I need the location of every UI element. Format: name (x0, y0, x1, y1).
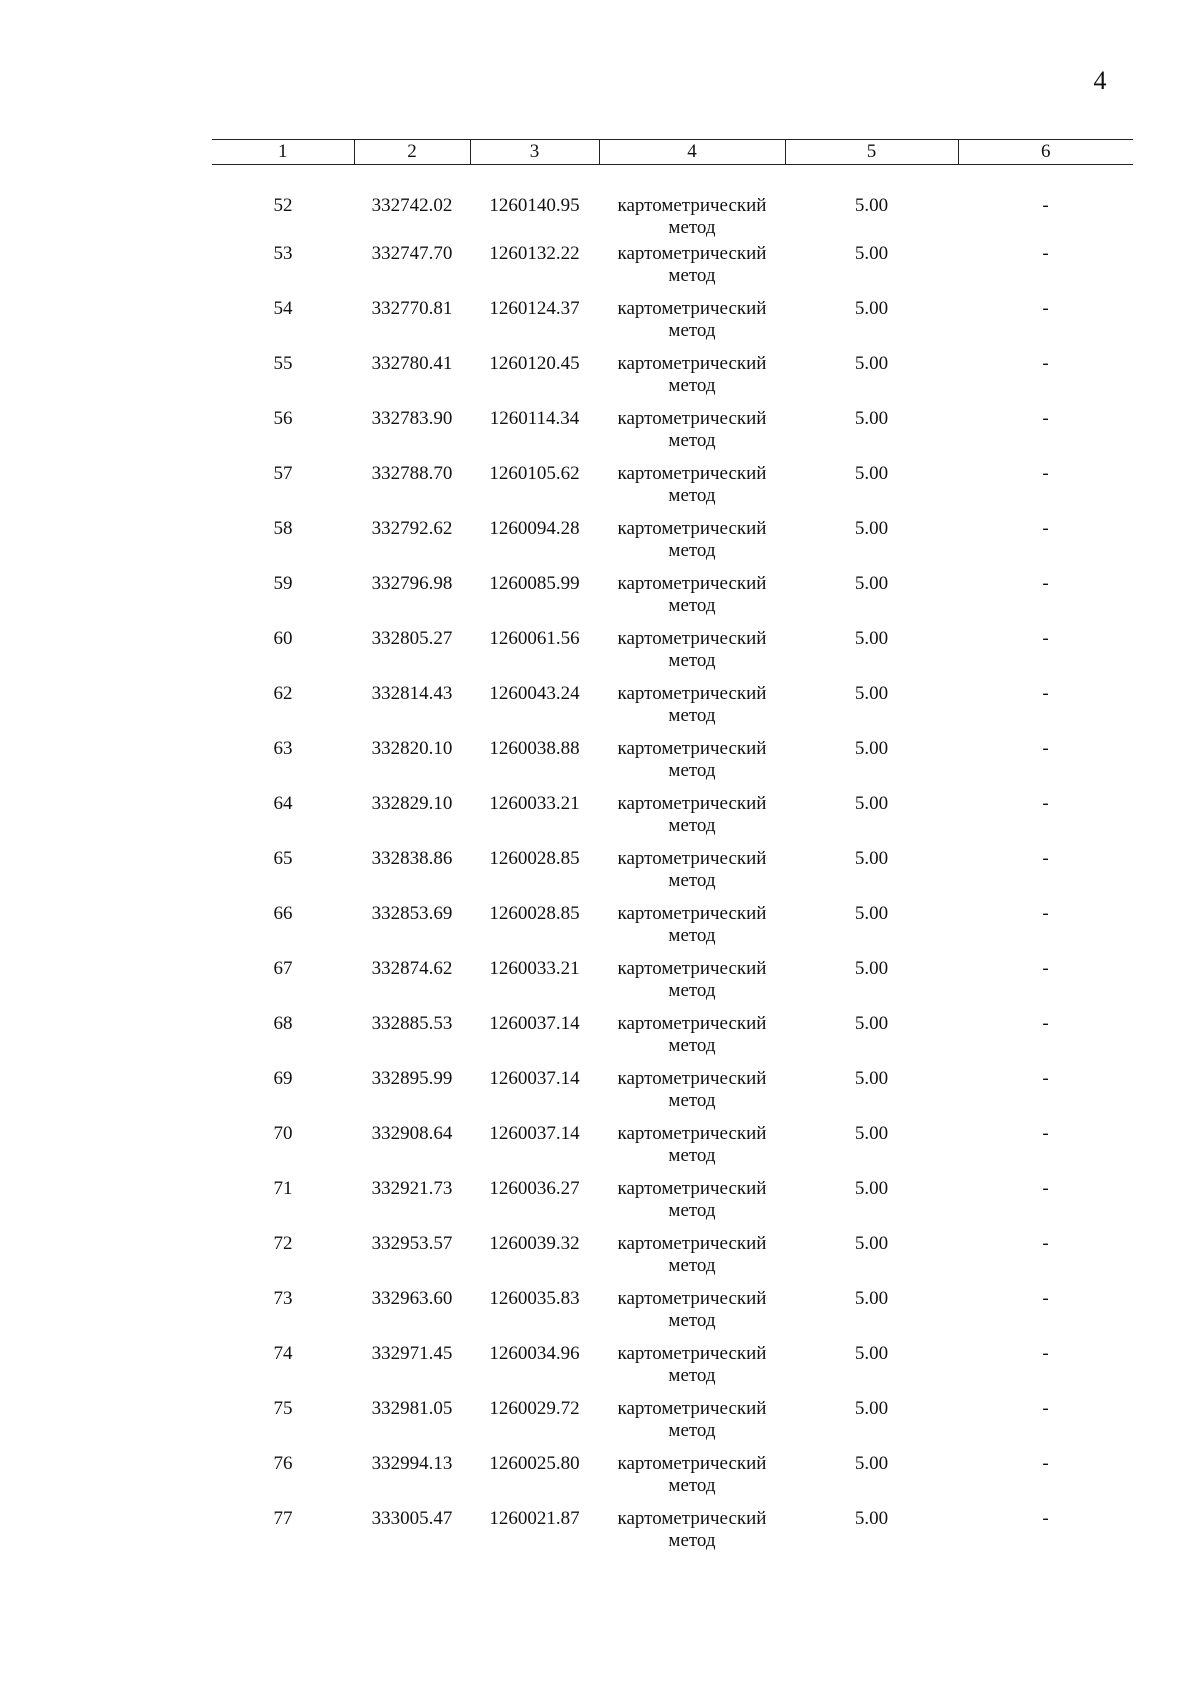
note-cell: - (1042, 957, 1049, 979)
note-cell: - (1042, 195, 1049, 216)
accuracy-cell: 5.00 (854, 737, 889, 759)
method-cell (599, 1288, 785, 1343)
method-cell (599, 353, 785, 408)
note-cell: - (1042, 1177, 1049, 1199)
method-cell (599, 1068, 785, 1123)
column-header-3: 3 (470, 140, 599, 165)
table-row (212, 628, 1133, 683)
method-cell (599, 903, 785, 958)
coordinates-table (212, 139, 1133, 1563)
note-cell: - (1042, 297, 1049, 319)
accuracy-cell: 5.00 (854, 572, 889, 594)
method-line-2: метод (668, 1309, 716, 1331)
table-row (212, 353, 1133, 408)
point-number-cell: 69 (273, 1067, 293, 1089)
column-header-4: 4 (599, 140, 785, 165)
method-line-1: картометрический (617, 1012, 767, 1034)
point-number-cell: 64 (273, 792, 293, 814)
method-line-2: метод (668, 649, 716, 671)
page-number: 4 (1093, 66, 1107, 95)
y-coordinate-cell: 1260037.14 (489, 1122, 580, 1144)
method-line-2: метод (668, 979, 716, 1001)
accuracy-cell: 5.00 (854, 1452, 889, 1474)
method-line-2: метод (668, 704, 716, 726)
method-line-1: картометрический (617, 792, 767, 814)
method-line-1: картометрический (617, 195, 767, 216)
method-line-1: картометрический (617, 682, 767, 704)
y-coordinate-cell: 1260034.96 (489, 1342, 580, 1364)
table-row (212, 1068, 1133, 1123)
y-coordinate-cell: 1260028.85 (489, 902, 580, 924)
point-number-cell: 73 (273, 1287, 293, 1309)
method-line-2: метод (668, 374, 716, 396)
table-row (212, 1233, 1133, 1288)
method-cell (599, 165, 785, 243)
column-header-1: 1 (212, 140, 354, 165)
note-cell: - (1042, 627, 1049, 649)
point-number-cell: 55 (273, 352, 293, 374)
method-line-2: метод (668, 1419, 716, 1441)
accuracy-cell: 5.00 (854, 1012, 889, 1034)
method-line-2: метод (668, 1529, 716, 1551)
method-cell (599, 1453, 785, 1508)
table-row (212, 463, 1133, 518)
table-row (212, 243, 1133, 298)
method-line-1: картометрический (617, 737, 767, 759)
x-coordinate-cell: 332874.62 (371, 957, 453, 979)
y-coordinate-cell: 1260033.21 (489, 957, 580, 979)
method-cell (599, 1508, 785, 1563)
x-coordinate-cell: 332921.73 (371, 1177, 453, 1199)
method-line-2: метод (668, 1474, 716, 1496)
method-line-2: метод (668, 1254, 716, 1276)
method-line-2: метод (668, 759, 716, 781)
point-number-cell: 71 (273, 1177, 293, 1199)
x-coordinate-cell: 332747.70 (371, 242, 453, 264)
point-number-cell: 57 (273, 462, 293, 484)
note-cell: - (1042, 572, 1049, 594)
table-row (212, 1508, 1133, 1563)
y-coordinate-cell: 1260061.56 (489, 627, 580, 649)
method-cell (599, 298, 785, 353)
y-coordinate-cell: 1260120.45 (489, 352, 580, 374)
coordinates-table-container (212, 139, 1133, 1563)
method-line-1: картометрический (617, 462, 767, 484)
y-coordinate-cell: 1260035.83 (489, 1287, 580, 1309)
column-header-6: 6 (958, 140, 1133, 165)
method-line-1: картометрический (617, 1177, 767, 1199)
method-line-2: метод (668, 924, 716, 946)
method-cell (599, 1013, 785, 1068)
x-coordinate-cell: 332963.60 (371, 1287, 453, 1309)
accuracy-cell: 5.00 (854, 1287, 889, 1309)
method-line-1: картометрический (617, 847, 767, 869)
method-line-1: картометрический (617, 517, 767, 539)
method-line-2: метод (668, 1034, 716, 1056)
note-cell: - (1042, 462, 1049, 484)
y-coordinate-cell: 1260037.14 (489, 1067, 580, 1089)
accuracy-cell: 5.00 (854, 517, 889, 539)
y-coordinate-cell: 1260094.28 (489, 517, 580, 539)
method-cell (599, 518, 785, 573)
y-coordinate-cell: 1260039.32 (489, 1232, 580, 1254)
method-cell (599, 738, 785, 793)
point-number-cell: 72 (273, 1232, 293, 1254)
x-coordinate-cell: 332783.90 (371, 407, 453, 429)
method-cell (599, 958, 785, 1013)
x-coordinate-cell: 332742.02 (371, 195, 453, 216)
method-line-2: метод (668, 319, 716, 341)
method-cell (599, 408, 785, 463)
accuracy-cell: 5.00 (854, 352, 889, 374)
column-header-5: 5 (785, 140, 958, 165)
method-line-1: картометрический (617, 1342, 767, 1364)
method-cell (599, 463, 785, 518)
accuracy-cell: 5.00 (854, 1507, 889, 1529)
y-coordinate-cell: 1260029.72 (489, 1397, 580, 1419)
y-coordinate-cell: 1260105.62 (489, 462, 580, 484)
method-cell (599, 1233, 785, 1288)
x-coordinate-cell: 332820.10 (371, 737, 453, 759)
x-coordinate-cell: 332981.05 (371, 1397, 453, 1419)
point-number-cell: 68 (273, 1012, 293, 1034)
accuracy-cell: 5.00 (854, 407, 889, 429)
point-number-cell: 75 (273, 1397, 293, 1419)
x-coordinate-cell: 332814.43 (371, 682, 453, 704)
method-line-1: картометрический (617, 242, 767, 264)
accuracy-cell: 5.00 (854, 1232, 889, 1254)
table-row (212, 1013, 1133, 1068)
y-coordinate-cell: 1260124.37 (489, 297, 580, 319)
method-line-1: картометрический (617, 1507, 767, 1529)
point-number-cell: 66 (273, 902, 293, 924)
accuracy-cell: 5.00 (854, 195, 889, 216)
point-number-cell: 59 (273, 572, 293, 594)
method-line-2: метод (668, 1089, 716, 1111)
accuracy-cell: 5.00 (854, 957, 889, 979)
method-cell (599, 1178, 785, 1233)
table-row (212, 518, 1133, 573)
x-coordinate-cell: 332838.86 (371, 847, 453, 869)
point-number-cell: 63 (273, 737, 293, 759)
point-number-cell: 54 (273, 297, 293, 319)
table-row (212, 958, 1133, 1013)
note-cell: - (1042, 1397, 1049, 1419)
method-cell (599, 848, 785, 903)
table-row (212, 848, 1133, 903)
accuracy-cell: 5.00 (854, 627, 889, 649)
table-row (212, 408, 1133, 463)
method-line-1: картометрический (617, 1452, 767, 1474)
point-number-cell: 52 (273, 195, 293, 216)
y-coordinate-cell: 1260036.27 (489, 1177, 580, 1199)
x-coordinate-cell: 332971.45 (371, 1342, 453, 1364)
x-coordinate-cell: 332994.13 (371, 1452, 453, 1474)
method-cell (599, 1123, 785, 1178)
x-coordinate-cell: 332780.41 (371, 352, 453, 374)
note-cell: - (1042, 847, 1049, 869)
note-cell: - (1042, 1067, 1049, 1089)
x-coordinate-cell: 332788.70 (371, 462, 453, 484)
method-cell (599, 1343, 785, 1398)
accuracy-cell: 5.00 (854, 902, 889, 924)
table-row (212, 1453, 1133, 1508)
table-row (212, 1178, 1133, 1233)
method-line-1: картометрический (617, 297, 767, 319)
method-line-2: метод (668, 594, 716, 616)
y-coordinate-cell: 1260043.24 (489, 682, 580, 704)
y-coordinate-cell: 1260038.88 (489, 737, 580, 759)
table-row (212, 1343, 1133, 1398)
y-coordinate-cell: 1260114.34 (489, 407, 580, 429)
accuracy-cell: 5.00 (854, 682, 889, 704)
method-line-1: картометрический (617, 352, 767, 374)
x-coordinate-cell: 333005.47 (371, 1507, 453, 1529)
note-cell: - (1042, 352, 1049, 374)
note-cell: - (1042, 407, 1049, 429)
y-coordinate-cell: 1260021.87 (489, 1507, 580, 1529)
table-row (212, 298, 1133, 353)
table-row (212, 573, 1133, 628)
table-header (212, 140, 1133, 165)
table-row (212, 165, 1133, 243)
method-line-2: метод (668, 1199, 716, 1221)
table-body (212, 165, 1133, 1563)
method-cell (599, 683, 785, 738)
method-line-2: метод (668, 264, 716, 286)
method-line-2: метод (668, 869, 716, 891)
method-line-2: метод (668, 217, 716, 238)
method-cell (599, 573, 785, 628)
point-number-cell: 65 (273, 847, 293, 869)
y-coordinate-cell: 1260085.99 (489, 572, 580, 594)
point-number-cell: 56 (273, 407, 293, 429)
method-line-2: метод (668, 429, 716, 451)
note-cell: - (1042, 517, 1049, 539)
note-cell: - (1042, 792, 1049, 814)
note-cell: - (1042, 1342, 1049, 1364)
method-line-1: картометрический (617, 1232, 767, 1254)
point-number-cell: 70 (273, 1122, 293, 1144)
point-number-cell: 76 (273, 1452, 293, 1474)
x-coordinate-cell: 332895.99 (371, 1067, 453, 1089)
point-number-cell: 74 (273, 1342, 293, 1364)
point-number-cell: 53 (273, 242, 293, 264)
accuracy-cell: 5.00 (854, 242, 889, 264)
note-cell: - (1042, 1507, 1049, 1529)
method-line-1: картометрический (617, 572, 767, 594)
y-coordinate-cell: 1260033.21 (489, 792, 580, 814)
accuracy-cell: 5.00 (854, 1397, 889, 1419)
method-line-2: метод (668, 1144, 716, 1166)
x-coordinate-cell: 332953.57 (371, 1232, 453, 1254)
method-cell (599, 243, 785, 298)
accuracy-cell: 5.00 (854, 1122, 889, 1144)
column-header-2: 2 (354, 140, 470, 165)
note-cell: - (1042, 737, 1049, 759)
y-coordinate-cell: 1260028.85 (489, 847, 580, 869)
note-cell: - (1042, 1287, 1049, 1309)
accuracy-cell: 5.00 (854, 847, 889, 869)
note-cell: - (1042, 682, 1049, 704)
method-cell (599, 628, 785, 683)
table-row (212, 1123, 1133, 1178)
point-number-cell: 67 (273, 957, 293, 979)
x-coordinate-cell: 332853.69 (371, 902, 453, 924)
note-cell: - (1042, 1122, 1049, 1144)
method-line-1: картометрический (617, 407, 767, 429)
accuracy-cell: 5.00 (854, 297, 889, 319)
header-row (212, 140, 1133, 165)
method-cell (599, 1398, 785, 1453)
y-coordinate-cell: 1260025.80 (489, 1452, 580, 1474)
method-line-2: метод (668, 1364, 716, 1386)
note-cell: - (1042, 1452, 1049, 1474)
x-coordinate-cell: 332805.27 (371, 627, 453, 649)
method-line-1: картометрический (617, 1287, 767, 1309)
x-coordinate-cell: 332829.10 (371, 792, 453, 814)
x-coordinate-cell: 332908.64 (371, 1122, 453, 1144)
table-row (212, 738, 1133, 793)
method-line-1: картометрический (617, 1397, 767, 1419)
point-number-cell: 60 (273, 627, 293, 649)
method-line-2: метод (668, 539, 716, 561)
table-row (212, 793, 1133, 848)
method-line-1: картометрический (617, 627, 767, 649)
table-row (212, 1288, 1133, 1343)
accuracy-cell: 5.00 (854, 1177, 889, 1199)
note-cell: - (1042, 902, 1049, 924)
note-cell: - (1042, 1232, 1049, 1254)
note-cell: - (1042, 242, 1049, 264)
accuracy-cell: 5.00 (854, 1067, 889, 1089)
point-number-cell: 77 (273, 1507, 293, 1529)
x-coordinate-cell: 332885.53 (371, 1012, 453, 1034)
accuracy-cell: 5.00 (854, 792, 889, 814)
method-line-1: картометрический (617, 1122, 767, 1144)
method-line-2: метод (668, 484, 716, 506)
x-coordinate-cell: 332792.62 (371, 517, 453, 539)
table-row (212, 903, 1133, 958)
method-line-1: картометрический (617, 902, 767, 924)
method-line-2: метод (668, 814, 716, 836)
accuracy-cell: 5.00 (854, 1342, 889, 1364)
y-coordinate-cell: 1260037.14 (489, 1012, 580, 1034)
note-cell: - (1042, 1012, 1049, 1034)
y-coordinate-cell: 1260132.22 (489, 242, 580, 264)
x-coordinate-cell: 332770.81 (371, 297, 453, 319)
table-row (212, 683, 1133, 738)
x-coordinate-cell: 332796.98 (371, 572, 453, 594)
y-coordinate-cell: 1260140.95 (489, 195, 580, 216)
method-line-1: картометрический (617, 957, 767, 979)
table-row (212, 1398, 1133, 1453)
method-line-1: картометрический (617, 1067, 767, 1089)
accuracy-cell: 5.00 (854, 462, 889, 484)
method-cell (599, 793, 785, 848)
point-number-cell: 58 (273, 517, 293, 539)
point-number-cell: 62 (273, 682, 293, 704)
